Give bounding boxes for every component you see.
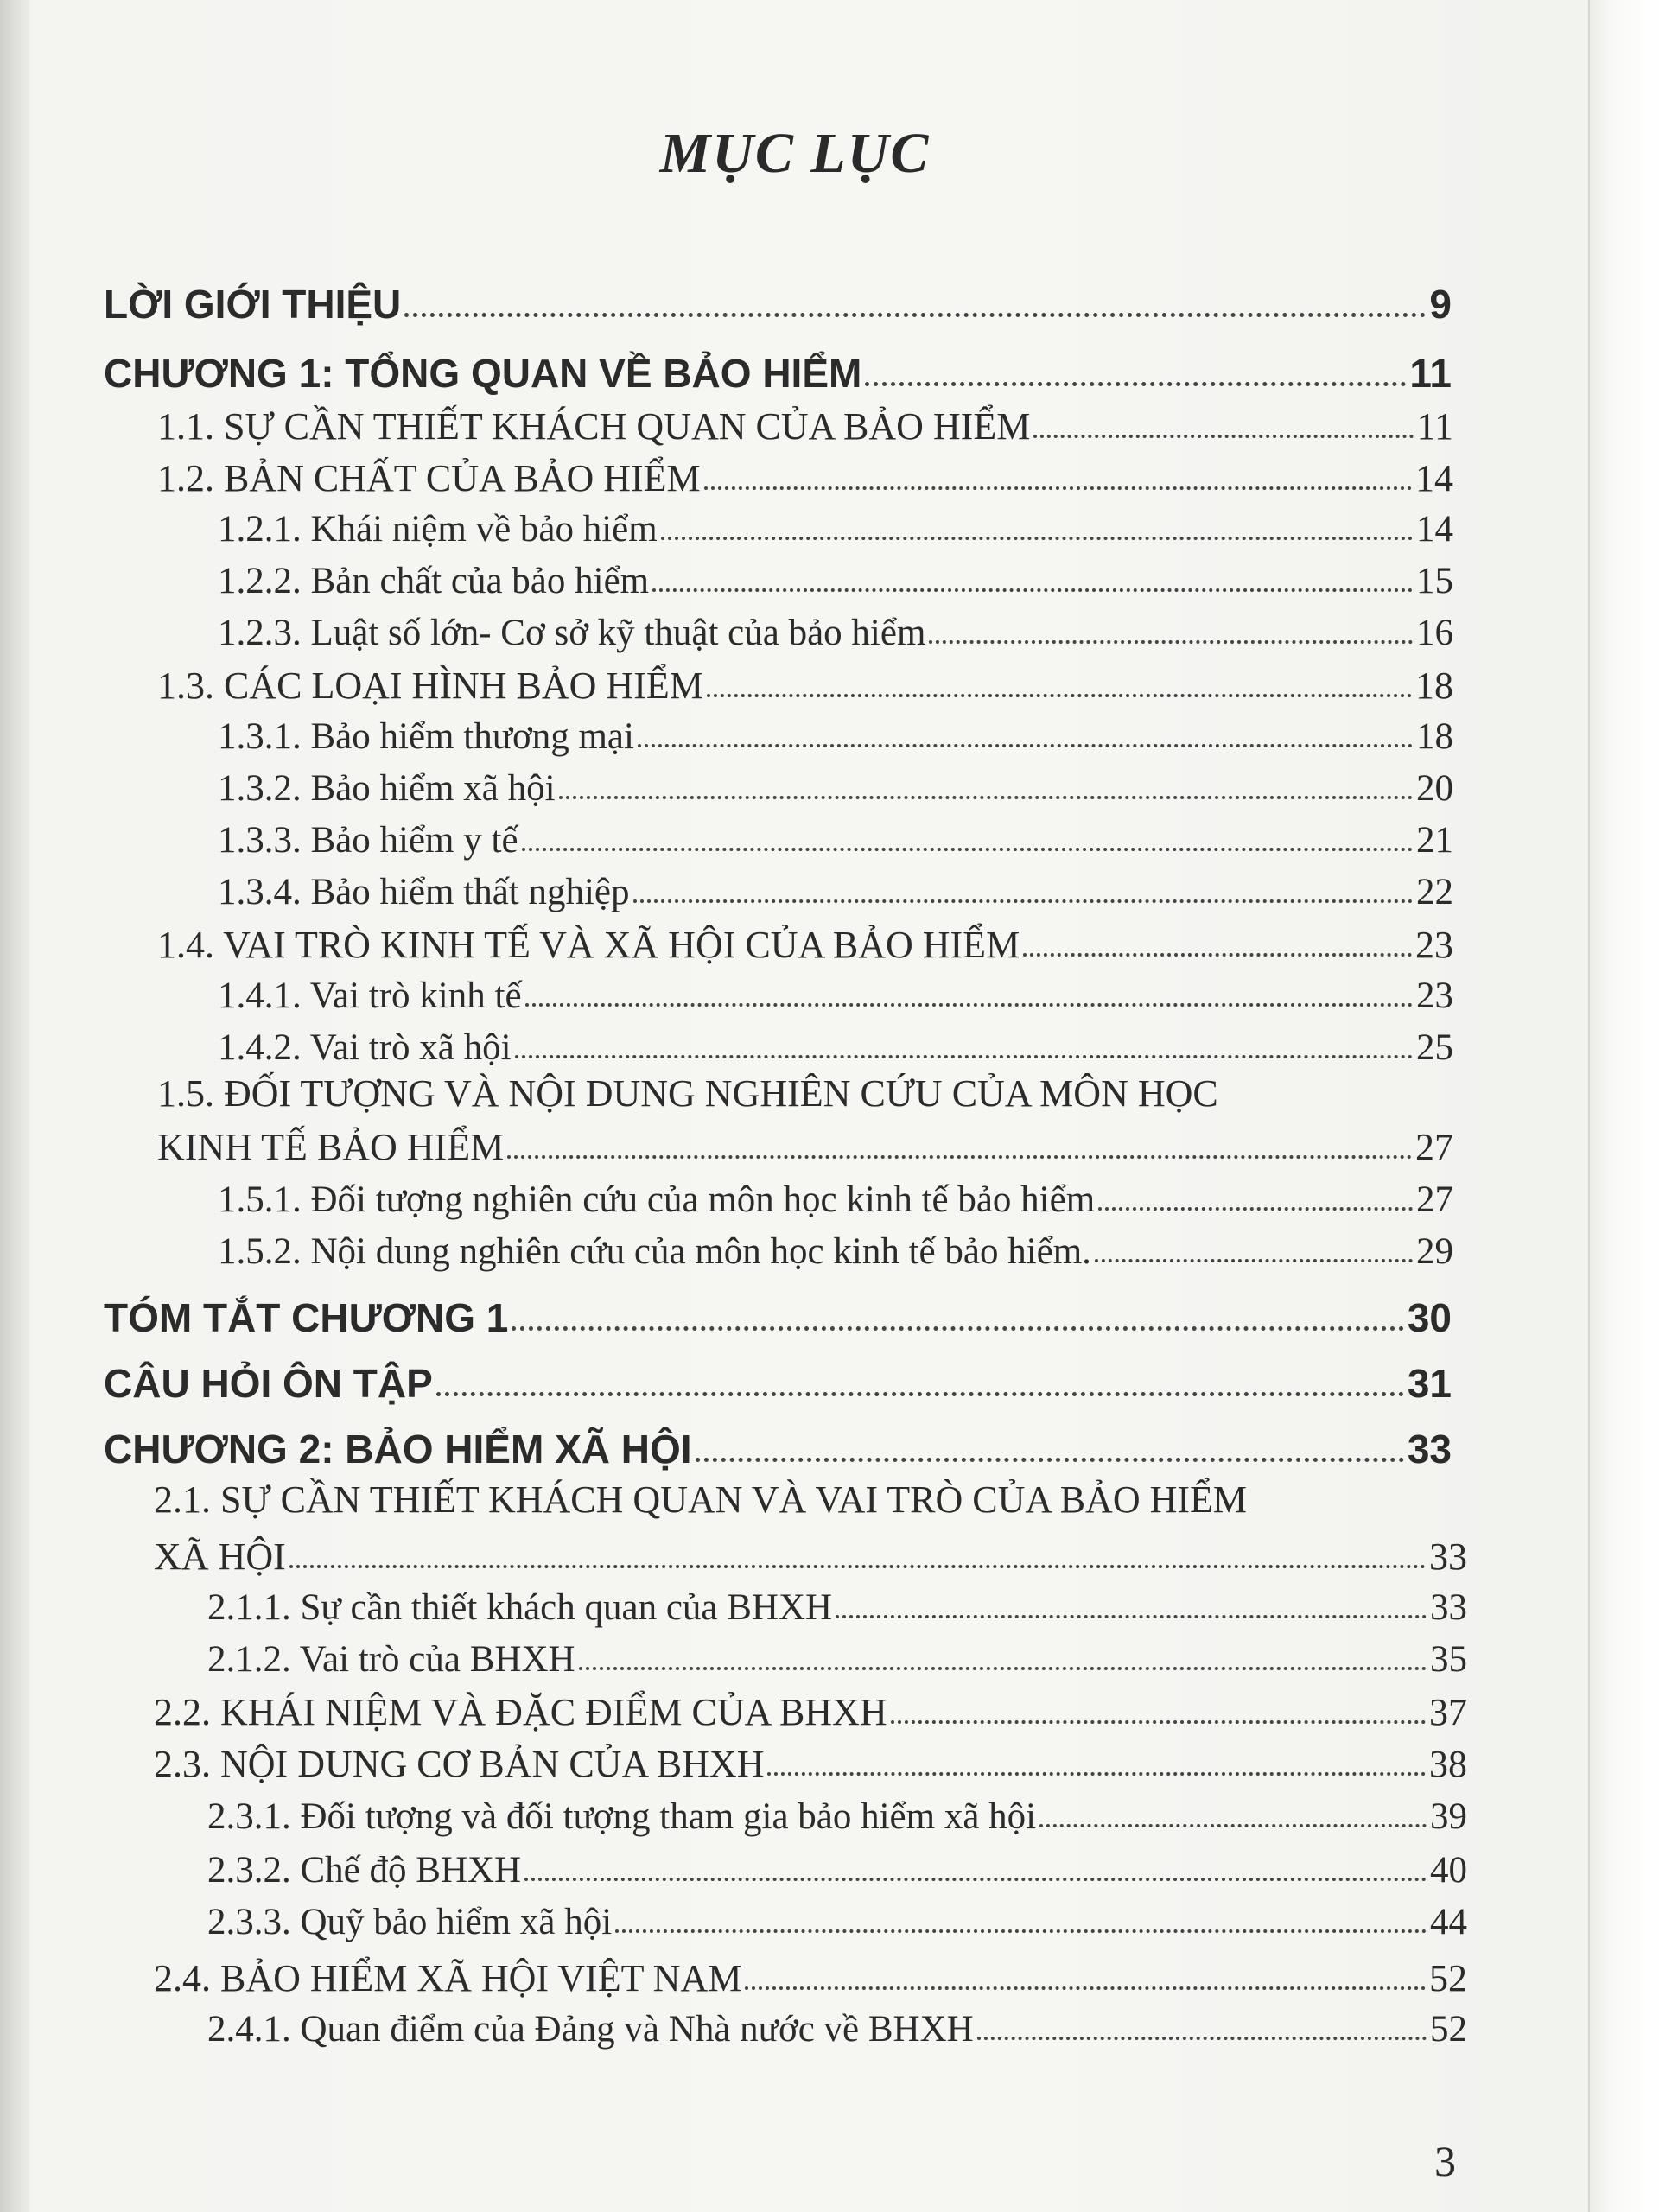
dot-leader — [436, 1392, 1404, 1396]
toc-entry-label: 2.3.2. Chế độ BHXH — [207, 1850, 522, 1891]
dot-leader — [1033, 435, 1413, 438]
page-title: MỤC LỤC — [659, 122, 931, 185]
toc-entry-1-3-2[interactable] — [218, 767, 1453, 810]
dot-leader — [507, 1155, 1412, 1159]
toc-entry-2-3[interactable] — [154, 1742, 1467, 1786]
dot-leader — [929, 640, 1413, 644]
toc-entry-page: 15 — [1416, 561, 1453, 601]
toc-entry-1-2-3[interactable] — [218, 612, 1453, 654]
toc-entry-chapter-2[interactable] — [104, 1426, 1452, 1472]
toc-entry-1-2-2[interactable] — [218, 560, 1453, 602]
dot-leader — [891, 1720, 1426, 1724]
toc-entry-1-4-2[interactable] — [218, 1027, 1453, 1069]
dot-leader — [615, 1929, 1427, 1933]
toc-entry-page: 44 — [1430, 1902, 1467, 1942]
dot-leader — [525, 1003, 1413, 1007]
toc-entry-label: 1.3.2. Bảo hiểm xã hội — [218, 768, 556, 809]
dot-leader — [404, 313, 1426, 317]
toc-entry-label: 2.3. NỘI DUNG CƠ BẢN CỦA BHXH — [154, 1743, 765, 1785]
toc-entry-page: 27 — [1416, 1179, 1453, 1220]
dot-leader — [638, 744, 1413, 747]
toc-entry-page: 18 — [1415, 664, 1453, 707]
toc-entry-label: 2.3.3. Quỹ bảo hiểm xã hội — [207, 1902, 613, 1942]
toc-entry-label: 1.4.1. Vai trò kinh tế — [218, 976, 522, 1016]
toc-entry-label: 1.2.2. Bản chất của bảo hiểm — [218, 561, 650, 601]
toc-entry-chapter-1[interactable] — [104, 350, 1452, 397]
toc-entry-page: 11 — [1409, 351, 1452, 396]
toc-entry-label: CHƯƠNG 2: BẢO HIỂM XÃ HỘI — [104, 1427, 692, 1471]
toc-entry-2-1-2[interactable] — [207, 1638, 1467, 1681]
toc-entry-1-2[interactable] — [157, 456, 1453, 500]
toc-entry-page: 39 — [1430, 1796, 1467, 1837]
dot-leader — [865, 382, 1406, 386]
dot-leader — [289, 1565, 1426, 1568]
dot-leader — [522, 848, 1413, 851]
toc-entry-label: 2.1.1. Sự cần thiết khách quan của BHXH — [207, 1587, 833, 1628]
toc-entry-page: 18 — [1416, 716, 1453, 757]
toc-entry-page: 16 — [1416, 613, 1453, 653]
toc-entry-page: 52 — [1429, 1957, 1467, 1999]
toc-entry-1-5-1[interactable] — [218, 1179, 1453, 1221]
toc-entry-page: 35 — [1430, 1639, 1467, 1680]
toc-entry-label: LỜI GIỚI THIỆU — [104, 282, 402, 327]
toc-entry-page: 23 — [1415, 924, 1453, 966]
toc-entry-label: 2.3.1. Đối tượng và đối tượng tham gia bảo hiểm xã hội — [207, 1796, 1037, 1837]
toc-entry-2-1-1[interactable] — [207, 1586, 1467, 1629]
toc-entry-page: 25 — [1416, 1027, 1453, 1068]
dot-leader — [1098, 1207, 1413, 1211]
dot-leader — [559, 796, 1413, 799]
dot-leader — [707, 694, 1412, 697]
toc-entry-page: 52 — [1430, 2009, 1467, 2050]
toc-entry-2-3-3[interactable] — [207, 1901, 1467, 1943]
toc-entry-page: 9 — [1429, 282, 1452, 327]
toc-entry-1-3-1[interactable] — [218, 715, 1453, 758]
dot-leader — [1039, 1824, 1427, 1827]
toc-entry-label: 2.2. KHÁI NIỆM VÀ ĐẶC ĐIỂM CỦA BHXH — [154, 1691, 887, 1733]
toc-entry-1-5-line1[interactable]: 1.5. ĐỐI TƯỢNG VÀ NỘI DUNG NGHIÊN CỨU CỦA MÔN HỌC — [157, 1072, 1218, 1115]
toc-entry-label: 1.3.4. Bảo hiểm thất nghiệp — [218, 872, 630, 912]
toc-entry-label: TÓM TẮT CHƯƠNG 1 — [104, 1295, 509, 1340]
dot-leader — [512, 1326, 1403, 1331]
toc-entry-label: 1.5.2. Nội dung nghiên cứu của môn học kinh tế bảo hiểm. — [218, 1231, 1091, 1272]
toc-entry-label: CHƯƠNG 1: TỔNG QUAN VỀ BẢO HIỂM — [104, 351, 862, 396]
toc-entry-page: 29 — [1416, 1231, 1453, 1272]
toc-entry-page: 11 — [1416, 405, 1453, 448]
dot-leader — [704, 486, 1412, 490]
toc-entry-label: KINH TẾ BẢO HIỂM — [157, 1126, 505, 1168]
toc-entry-2-4[interactable] — [154, 1956, 1467, 2000]
page-number: 3 — [1434, 2137, 1456, 2185]
toc-entry-2-3-2[interactable] — [207, 1849, 1467, 1891]
page-edge — [1588, 0, 1659, 2212]
binding-shadow — [0, 0, 29, 2212]
toc-entry-label: 1.3.3. Bảo hiểm y tế — [218, 820, 518, 861]
toc-entry-page: 22 — [1416, 872, 1453, 912]
toc-entry-label: 2.1.2. Vai trò của BHXH — [207, 1639, 575, 1680]
toc-entry-page: 20 — [1416, 768, 1453, 809]
toc-entry-label: 1.1. SỰ CẦN THIẾT KHÁCH QUAN CỦA BẢO HIỂM — [157, 405, 1031, 448]
dot-leader — [1023, 953, 1412, 957]
toc-entry-page: 30 — [1407, 1295, 1452, 1340]
toc-entry-1-5-line2[interactable] — [157, 1125, 1453, 1169]
toc-entry-label: 1.3.1. Bảo hiểm thương mại — [218, 716, 634, 757]
toc-entry-2-4-1[interactable] — [207, 2008, 1467, 2050]
dot-leader — [1095, 1259, 1413, 1262]
dot-leader — [767, 1772, 1426, 1776]
toc-entry-page: 31 — [1407, 1361, 1452, 1406]
toc-entry-1-1[interactable] — [157, 404, 1453, 448]
dot-leader — [977, 2037, 1427, 2040]
dot-leader — [836, 1615, 1427, 1618]
toc-entry-2-1-line1[interactable]: 2.1. SỰ CẦN THIẾT KHÁCH QUAN VÀ VAI TRÒ CỦA BẢO HIỂM — [154, 1478, 1248, 1521]
dot-leader — [579, 1667, 1427, 1670]
toc-entry-1-3-3[interactable] — [218, 819, 1453, 861]
toc-entry-2-3-1[interactable] — [207, 1796, 1467, 1838]
dot-leader — [524, 1878, 1427, 1881]
toc-entry-label: CÂU HỎI ÔN TẬP — [104, 1361, 433, 1406]
toc-entry-page: 21 — [1416, 820, 1453, 861]
toc-entry-page: 40 — [1430, 1850, 1467, 1891]
toc-entry-page: 38 — [1429, 1743, 1467, 1785]
toc-entry-1-4[interactable] — [157, 923, 1453, 967]
toc-entry-label: 1.5.1. Đối tượng nghiên cứu của môn học kinh tế bảo hiểm — [218, 1179, 1096, 1220]
toc-entry-label: 1.4. VAI TRÒ KINH TẾ VÀ XÃ HỘI CỦA BẢO HIỂM — [157, 924, 1020, 966]
toc-entry-1-3[interactable] — [157, 664, 1453, 708]
toc-entry-page: 23 — [1416, 976, 1453, 1016]
toc-entry-page: 14 — [1415, 457, 1453, 499]
toc-entry-1-4-1[interactable] — [218, 975, 1453, 1017]
dot-leader — [652, 588, 1413, 592]
toc-entry-page: 33 — [1429, 1535, 1467, 1578]
toc-entry-page: 33 — [1430, 1587, 1467, 1628]
toc-entry-intro[interactable] — [104, 281, 1452, 327]
toc-entry-review-1[interactable] — [104, 1360, 1452, 1407]
toc-entry-label: 1.2.3. Luật số lớn- Cơ sở kỹ thuật của bảo hiểm — [218, 613, 926, 653]
dot-leader — [515, 1055, 1413, 1058]
toc-entry-label: 1.4.2. Vai trò xã hội — [218, 1027, 512, 1068]
toc-entry-label: 1.3. CÁC LOẠI HÌNH BẢO HIỂM — [157, 664, 703, 707]
toc-entry-2-2[interactable] — [154, 1690, 1467, 1734]
toc-entry-2-1-line2[interactable] — [154, 1535, 1467, 1579]
toc-entry-page: 14 — [1416, 509, 1453, 550]
toc-entry-label: 2.4.1. Quan điểm của Đảng và Nhà nước về BHXH — [207, 2009, 974, 2050]
dot-leader — [661, 537, 1413, 540]
toc-entry-1-2-1[interactable] — [218, 508, 1453, 550]
toc-entry-summary-1[interactable] — [104, 1294, 1452, 1341]
toc-entry-1-3-4[interactable] — [218, 871, 1453, 913]
toc-entry-page: 33 — [1407, 1427, 1452, 1471]
toc-entry-label: XÃ HỘI — [154, 1535, 286, 1578]
toc-entry-page: 37 — [1429, 1691, 1467, 1733]
toc-entry-page: 27 — [1415, 1126, 1453, 1168]
toc-entry-label: 1.2.1. Khái niệm về bảo hiểm — [218, 509, 658, 550]
dot-leader — [745, 1986, 1426, 1990]
toc-entry-label: 1.2. BẢN CHẤT CỦA BẢO HIỂM — [157, 457, 701, 499]
toc-entry-1-5-2[interactable] — [218, 1230, 1453, 1273]
dot-leader — [696, 1458, 1404, 1462]
toc-entry-label: 2.4. BẢO HIỂM XÃ HỘI VIỆT NAM — [154, 1957, 742, 1999]
dot-leader — [633, 899, 1413, 903]
